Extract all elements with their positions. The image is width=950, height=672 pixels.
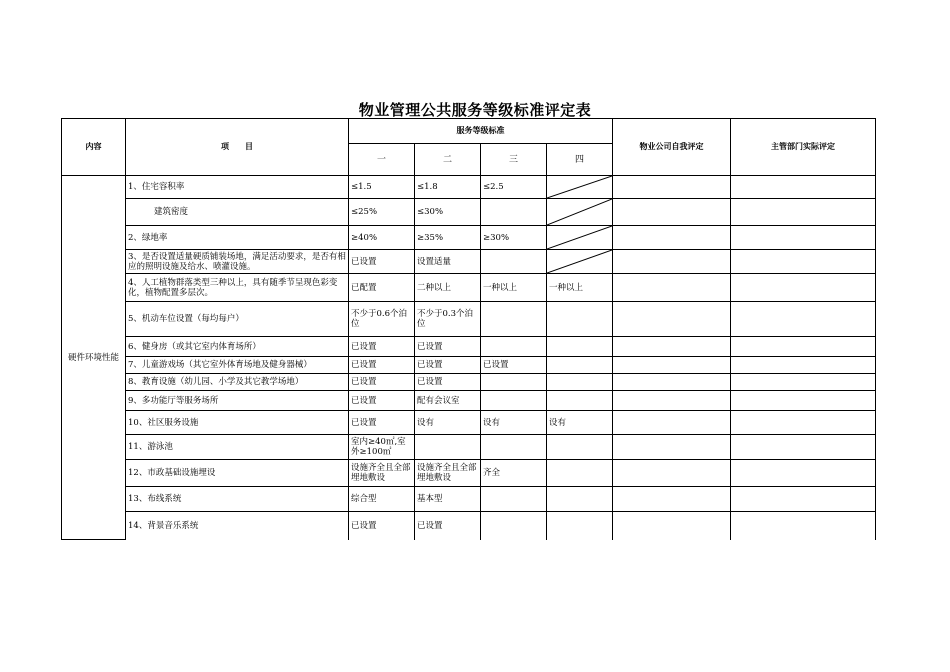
header-dept-eval: 主管部门实际评定	[731, 119, 876, 176]
self-eval-cell	[613, 512, 731, 540]
category-cell: 硬件环境性能	[62, 176, 126, 540]
header-level-3: 三	[481, 144, 547, 176]
level-4-cell	[547, 391, 613, 411]
self-eval-cell	[613, 435, 731, 460]
item-cell: 8、教育设施（幼儿园、小学及其它教学场地）	[126, 374, 349, 391]
level-2-cell: 设置适量	[415, 250, 481, 274]
self-eval-cell	[613, 226, 731, 250]
level-4-cell	[547, 512, 613, 540]
header-standard: 服务等级标准	[349, 119, 613, 144]
level-1-cell: 综合型	[349, 487, 415, 512]
self-eval-cell	[613, 374, 731, 391]
header-level-4: 四	[547, 144, 613, 176]
table-row	[62, 274, 876, 302]
item-cell: 建筑密度	[126, 199, 349, 226]
level-4-cell	[547, 435, 613, 460]
level-2-cell: 设施齐全且全部埋地敷设	[415, 460, 481, 487]
dept-eval-cell	[731, 176, 876, 199]
item-cell: 6、健身房（或其它室内体育场所）	[126, 337, 349, 357]
level-4-cell	[547, 357, 613, 374]
self-eval-cell	[613, 199, 731, 226]
table-body	[62, 176, 876, 540]
diagonal-slash-icon	[547, 226, 612, 249]
level-1-cell: 已设置	[349, 374, 415, 391]
diagonal-slash-icon	[547, 199, 612, 225]
level-3-cell: 已设置	[481, 357, 547, 374]
level-3-cell: 设有	[481, 411, 547, 435]
level-2-cell: 已设置	[415, 512, 481, 540]
self-eval-cell	[613, 460, 731, 487]
level-3-cell	[481, 391, 547, 411]
table-row	[62, 487, 876, 512]
level-1-cell: ≥40%	[349, 226, 415, 250]
item-cell: 1、住宅容积率	[126, 176, 349, 199]
dept-eval-cell	[731, 250, 876, 274]
level-1-cell: 已配置	[349, 274, 415, 302]
level-1-cell: ≤25%	[349, 199, 415, 226]
dept-eval-cell	[731, 460, 876, 487]
level-3-cell	[481, 337, 547, 357]
table-row	[62, 512, 876, 540]
level-3-cell	[481, 199, 547, 226]
level-1-cell: 设施齐全且全部埋地敷设	[349, 460, 415, 487]
level-2-cell: 设有	[415, 411, 481, 435]
self-eval-cell	[613, 337, 731, 357]
table-row	[62, 374, 876, 391]
dept-eval-cell	[731, 337, 876, 357]
level-4-cell	[547, 487, 613, 512]
dept-eval-cell	[731, 411, 876, 435]
level-4-cell: 一种以上	[547, 274, 613, 302]
table-row	[62, 460, 876, 487]
table-row	[62, 250, 876, 274]
level-2-cell: 已设置	[415, 357, 481, 374]
level-1-cell: 室内≥40㎡,室外≥100㎡	[349, 435, 415, 460]
level-2-cell: 已设置	[415, 374, 481, 391]
self-eval-cell	[613, 176, 731, 199]
table-row	[62, 226, 876, 250]
item-cell: 10、社区服务设施	[126, 411, 349, 435]
table-row	[62, 435, 876, 460]
level-3-cell	[481, 302, 547, 337]
dept-eval-cell	[731, 435, 876, 460]
level-3-cell	[481, 435, 547, 460]
self-eval-cell	[613, 487, 731, 512]
item-cell: 12、市政基础设施埋设	[126, 460, 349, 487]
level-4-cell	[547, 199, 613, 226]
level-1-cell: 已设置	[349, 250, 415, 274]
table-row	[62, 411, 876, 435]
diagonal-slash-icon	[547, 176, 612, 198]
header-self-eval: 物业公司自我评定	[613, 119, 731, 176]
dept-eval-cell	[731, 274, 876, 302]
table-row	[62, 302, 876, 337]
header-level-2: 二	[415, 144, 481, 176]
self-eval-cell	[613, 250, 731, 274]
dept-eval-cell	[731, 357, 876, 374]
dept-eval-cell	[731, 302, 876, 337]
level-1-cell: ≤1.5	[349, 176, 415, 199]
level-2-cell	[415, 435, 481, 460]
table-row	[62, 391, 876, 411]
level-3-cell	[481, 250, 547, 274]
level-4-cell: 设有	[547, 411, 613, 435]
level-2-cell: ≤1.8	[415, 176, 481, 199]
item-cell: 14、背景音乐系统	[126, 512, 349, 540]
level-1-cell: 已设置	[349, 391, 415, 411]
self-eval-cell	[613, 274, 731, 302]
header-content: 内容	[62, 119, 126, 176]
item-cell: 3、是否设置适量硬质铺装场地，满足活动要求，是否有相应的照明设施及给水、喷灌设施。	[126, 250, 349, 274]
level-2-cell: ≤30%	[415, 199, 481, 226]
level-3-cell	[481, 374, 547, 391]
item-cell: 9、多功能厅等服务场所	[126, 391, 349, 411]
dept-eval-cell	[731, 226, 876, 250]
table-row	[62, 176, 876, 199]
item-cell: 11、游泳池	[126, 435, 349, 460]
level-2-cell: ≥35%	[415, 226, 481, 250]
level-1-cell: 不少于0.6个泊位	[349, 302, 415, 337]
dept-eval-cell	[731, 199, 876, 226]
level-3-cell	[481, 512, 547, 540]
table-row	[62, 337, 876, 357]
level-1-cell: 已设置	[349, 357, 415, 374]
level-1-cell: 已设置	[349, 411, 415, 435]
dept-eval-cell	[731, 374, 876, 391]
level-4-cell	[547, 250, 613, 274]
level-4-cell	[547, 374, 613, 391]
item-cell: 13、布线系统	[126, 487, 349, 512]
dept-eval-cell	[731, 512, 876, 540]
header-item: 项 目	[126, 119, 349, 176]
page-title: 物业管理公共服务等级标准评定表	[358, 101, 592, 119]
level-4-cell	[547, 176, 613, 199]
level-4-cell	[547, 460, 613, 487]
level-1-cell: 已设置	[349, 337, 415, 357]
level-1-cell: 已设置	[349, 512, 415, 540]
diagonal-slash-icon	[547, 250, 612, 273]
dept-eval-cell	[731, 391, 876, 411]
level-4-cell	[547, 337, 613, 357]
level-4-cell	[547, 226, 613, 250]
item-cell: 4、人工植物群落类型三种以上，具有随季节呈现色彩变化，植物配置多层次。	[126, 274, 349, 302]
self-eval-cell	[613, 357, 731, 374]
item-cell: 5、机动车位设置（每均每户）	[126, 302, 349, 337]
item-cell: 7、儿童游戏场（其它室外体育场地及健身器械）	[126, 357, 349, 374]
level-3-cell: ≤2.5	[481, 176, 547, 199]
table-row	[62, 357, 876, 374]
level-3-cell: 一种以上	[481, 274, 547, 302]
self-eval-cell	[613, 391, 731, 411]
self-eval-cell	[613, 302, 731, 337]
level-2-cell: 配有会议室	[415, 391, 481, 411]
item-cell: 2、绿地率	[126, 226, 349, 250]
self-eval-cell	[613, 411, 731, 435]
level-3-cell: 齐全	[481, 460, 547, 487]
level-4-cell	[547, 302, 613, 337]
level-2-cell: 二种以上	[415, 274, 481, 302]
dept-eval-cell	[731, 487, 876, 512]
level-2-cell: 基本型	[415, 487, 481, 512]
table-row	[62, 199, 876, 226]
level-3-cell: ≥30%	[481, 226, 547, 250]
header-level-1: 一	[349, 144, 415, 176]
level-2-cell: 已设置	[415, 337, 481, 357]
level-2-cell: 不少于0.3个泊位	[415, 302, 481, 337]
evaluation-table	[61, 118, 876, 540]
level-3-cell	[481, 487, 547, 512]
